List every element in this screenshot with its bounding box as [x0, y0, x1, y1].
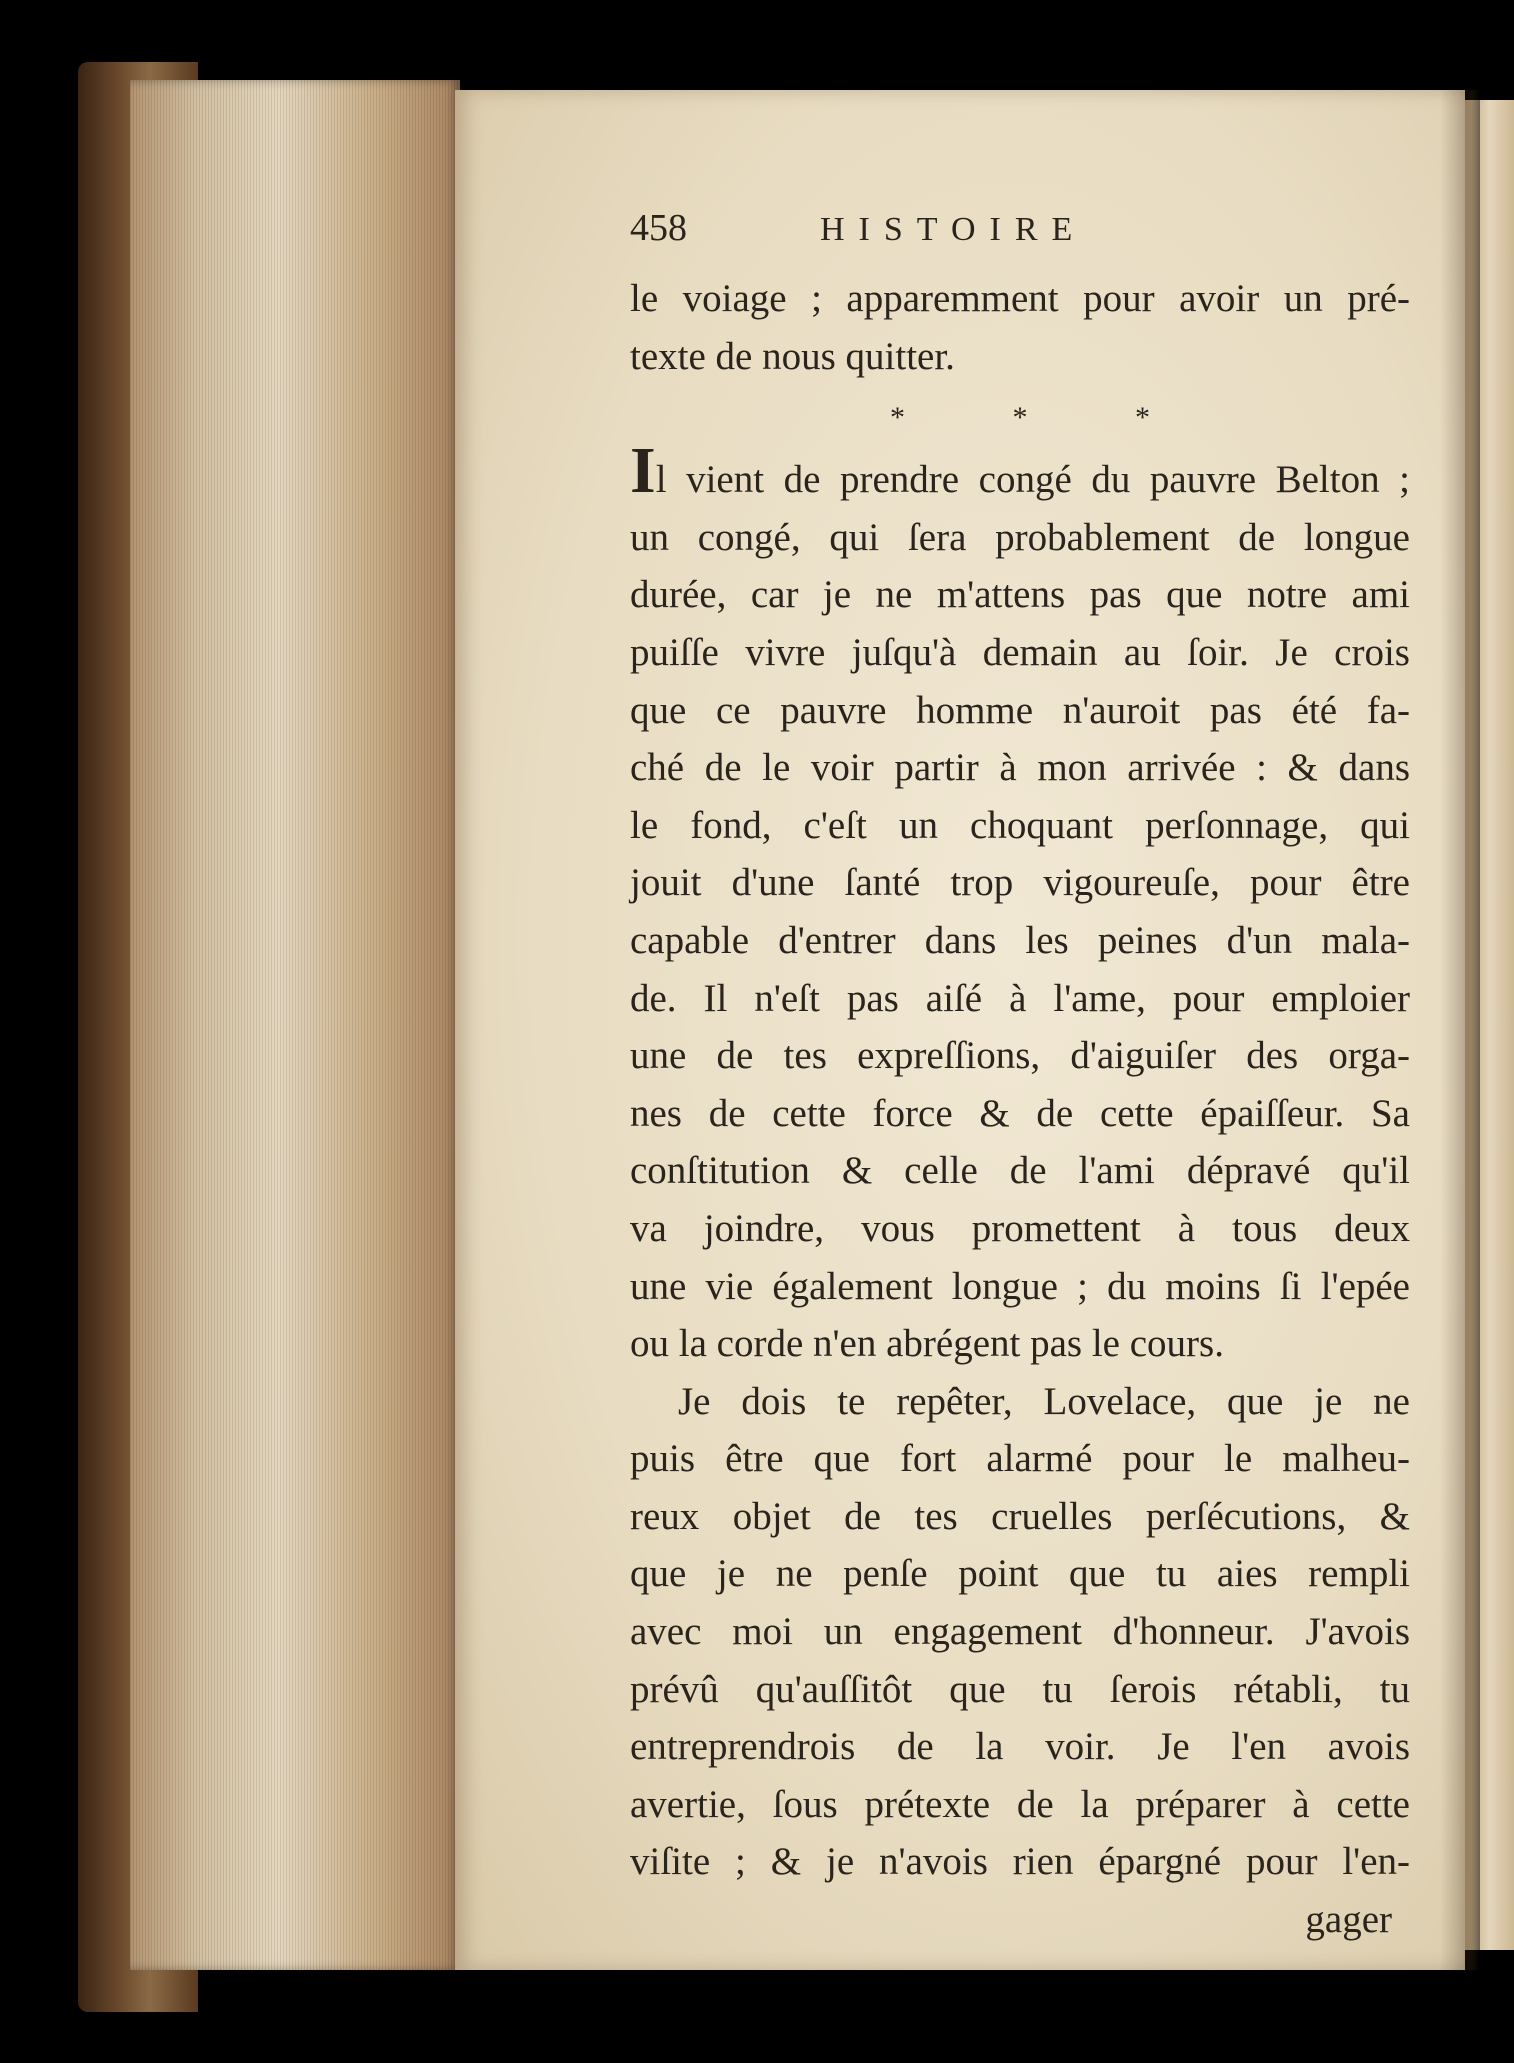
paragraph-2 [630, 434, 1410, 1373]
text-line: conſtitution & celle de l'ami dépravé qu'il [630, 1149, 1410, 1193]
page-number: 458 [630, 207, 687, 249]
catchword: gager [1305, 1898, 1392, 1942]
paragraph-1 [630, 270, 1410, 385]
text-line: puis être que fort alarmé pour le malheu- [630, 1437, 1410, 1481]
text-line: que ce pauvre homme n'auroit pas été fa- [630, 688, 1410, 732]
text-line: que je ne penſe point que tu aies rempli [630, 1552, 1410, 1596]
text-line: ou la corde n'en abrégent pas le cours. [630, 1322, 1224, 1366]
text-line: entreprendrois de la voir. Je l'en avois [630, 1725, 1410, 1769]
text-line: de. Il n'eſt pas aiſé à l'ame, pour emploier [630, 976, 1410, 1020]
text-line: texte de nous quitter. [630, 334, 955, 378]
text-line-dropcap [630, 434, 1410, 509]
text-line: une vie également longue ; du moins ſi l'epée [630, 1264, 1410, 1308]
text-line: va joindre, vous promettent à tous deux [630, 1206, 1410, 1250]
text-line: le voiage ; apparemment pour avoir un pré- [630, 277, 1410, 320]
text-line: reux objet de tes cruelles perſécutions, & [630, 1494, 1410, 1538]
text-line: puiſſe vivre juſqu'à demain au ſoir. Je crois [630, 630, 1410, 674]
text-line-rest: l vient de prendre congé du pauvre Belton ; [655, 458, 1410, 502]
page-gutter [1440, 90, 1480, 1970]
paragraph-3 [630, 1373, 1410, 1891]
text-line: ché de le voir partir à mon arrivée : & dans [630, 746, 1410, 790]
text-line: jouit d'une ſanté trop vigoureuſe, pour être [630, 861, 1410, 905]
running-head-title: HISTOIRE [820, 211, 1087, 248]
text-line: durée, car je ne m'attens pas que notre ami [630, 573, 1410, 617]
text-line: nes de cette force & de cette épaiſſeur. Sa [630, 1091, 1410, 1135]
text-line: viſite ; & je n'avois rien épargné pour l'en- [630, 1840, 1410, 1884]
text-line: capable d'entrer dans les peines d'un mala- [630, 918, 1410, 962]
running-head [630, 200, 1410, 260]
text-line: un congé, qui ſera probablement de longue [630, 515, 1410, 559]
section-separator: * * * [890, 401, 1200, 435]
text-line: Je dois te repêter, Lovelace, que je ne [678, 1379, 1410, 1423]
dropcap: I [630, 434, 656, 508]
text-line: avec moi un engagement d'honneur. J'avois [630, 1610, 1410, 1654]
page-text [630, 200, 1410, 1949]
text-line: le fond, c'eſt un choquant perſonnage, qui [630, 803, 1410, 847]
text-line: avertie, ſous prétexte de la préparer à cette [630, 1782, 1410, 1826]
text-line: une de tes expreſſions, d'aiguiſer des orga- [630, 1034, 1410, 1078]
page-edges [130, 80, 460, 1970]
text-line: prévû qu'auſſitôt que tu ſerois rétabli, tu [630, 1667, 1410, 1711]
